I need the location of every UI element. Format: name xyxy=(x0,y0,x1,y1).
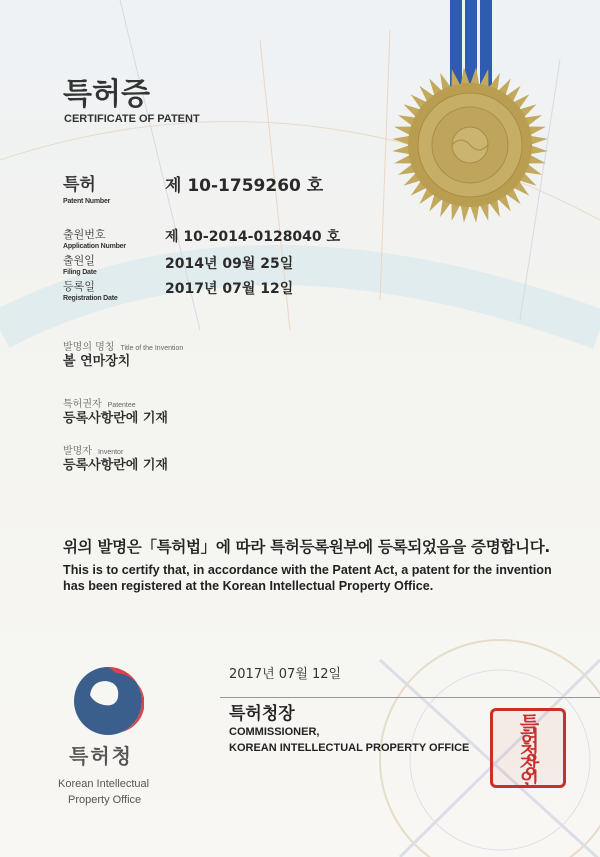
logo-name-en-2: Property Office xyxy=(68,794,142,806)
invention-title-label-ko: 발명의 명칭 xyxy=(63,342,115,353)
gold-medal-seal xyxy=(390,0,600,230)
certification-statement-ko: 위의 발명은「특허법」에 따라 특허등록원부에 등록되었음을 증명합니다. xyxy=(63,538,550,556)
seal-text: 특허청장인 xyxy=(516,713,540,783)
invention-title-label-en: Title of the Invention xyxy=(120,345,184,352)
filing-date-label: 출원일 xyxy=(63,254,95,267)
inventor-value: 등록사항란에 기재 xyxy=(63,458,168,473)
commissioner-title-ko: 특허청장 xyxy=(229,704,295,724)
inventor-label-ko: 발명자 xyxy=(63,446,92,457)
patent-number-label: 특허 xyxy=(63,175,96,195)
certificate-title-ko: 특허증 xyxy=(63,77,150,112)
invention-title-value: 볼 연마장치 xyxy=(63,354,131,369)
filing-date-value: 2014년 09월 25일 xyxy=(165,256,294,272)
filing-date-label-en: Filing Date xyxy=(63,269,97,276)
certification-statement-en-2: has been registered at the Korean Intellectual Property Office. xyxy=(63,579,434,593)
official-red-seal xyxy=(490,708,566,788)
application-number-label: 출원번호 xyxy=(63,228,106,241)
patentee-label-ko: 특허권자 xyxy=(63,399,102,410)
application-number-label-en: Application Number xyxy=(63,243,126,250)
patent-number-label-en: Patent Number xyxy=(63,198,111,205)
patent-number-value: 제 10-1759260 호 xyxy=(165,176,324,196)
inventor-label xyxy=(63,442,123,459)
application-number-value: 제 10-2014-0128040 호 xyxy=(165,229,341,245)
commissioner-title-en-1: COMMISSIONER, xyxy=(229,726,320,738)
issue-date: 2017년 07월 12일 xyxy=(229,667,342,682)
registration-date-label: 등록일 xyxy=(63,280,95,293)
patentee-label xyxy=(63,395,136,412)
kipo-taegeuk-logo-icon xyxy=(72,665,144,737)
certification-statement-en-1: This is to certify that, in accordance with the Patent Act, a patent for the invention xyxy=(63,563,552,577)
commissioner-title-en-2: KOREAN INTELLECTUAL PROPERTY OFFICE xyxy=(229,742,470,754)
registration-date-value: 2017년 07월 12일 xyxy=(165,281,294,297)
logo-name-ko: 특허청 xyxy=(69,744,133,768)
patentee-value: 등록사항란에 기재 xyxy=(63,411,168,426)
logo-name-en-1: Korean Intellectual xyxy=(58,778,150,790)
patentee-label-en: Patentee xyxy=(107,402,136,409)
certificate-title-en: CERTIFICATE OF PATENT xyxy=(64,113,200,125)
inventor-label-en: Inventor xyxy=(97,449,124,456)
registration-date-label-en: Registration Date xyxy=(63,295,118,302)
invention-title-label xyxy=(63,338,183,355)
divider xyxy=(220,697,600,698)
